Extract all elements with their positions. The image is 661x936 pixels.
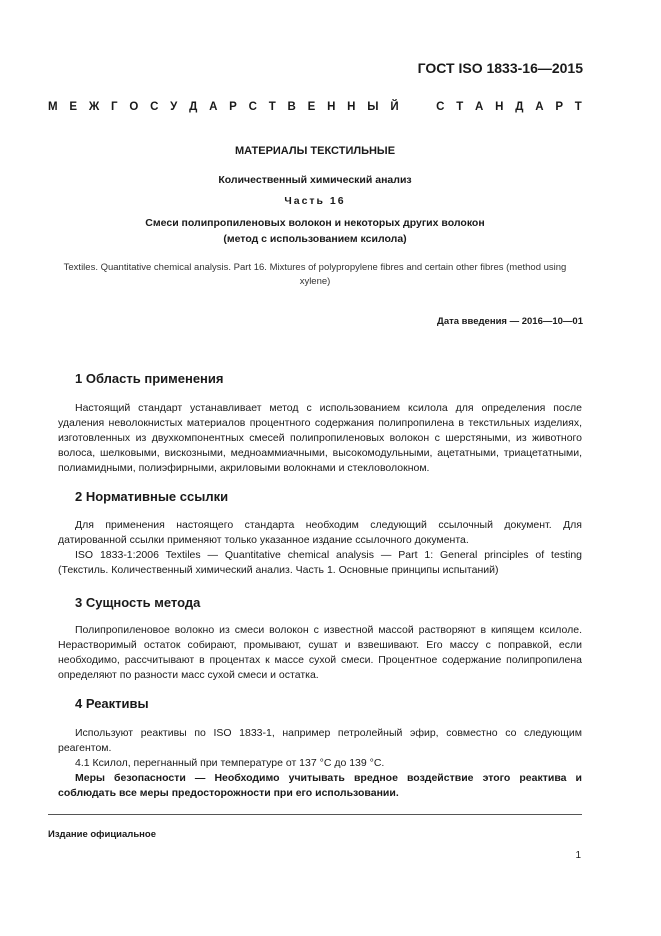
banner-letter: У	[170, 101, 178, 113]
reagent-item-xylene: 4.1 Ксилол, перегнанный при температуре от 137 °С до 139 °С.	[75, 757, 385, 769]
banner-letter: Н	[495, 101, 504, 113]
section-text-reagents: Используют реактивы по ISO 1833-1, например петролейный эфир, совместно со следующим реагентом.	[58, 727, 582, 754]
banner-letter: С	[150, 101, 159, 113]
banner-letter: О	[129, 101, 139, 113]
banner-letter: Р	[229, 101, 237, 113]
document-title-block	[48, 215, 582, 247]
banner-letter: А	[475, 101, 484, 113]
banner-letter: Д	[189, 101, 198, 113]
effective-date: Дата введения — 2016—10—01	[437, 316, 583, 327]
english-title: Textiles. Quantitative chemical analysis. Part 16. Mixtures of polypropylene fibres and certain other fibres (method using xylene)	[63, 262, 567, 287]
banner-letter: Г	[111, 101, 118, 113]
banner-letter: А	[209, 101, 218, 113]
banner-letter: С	[436, 101, 445, 113]
section-text-principle: Полипропиленовое волокно из смеси волокон с известной массой растворяют в кипящем ксилоле. Нерастворимый остаток собирают, промывают, сушат и взвешивают. Его массу с поправкой, если необходимо, рассчитывают в процентах к массе сухой смеси. Процентное содержание полипропилена определяют по разности масс сухой смеси и остатка.	[58, 624, 582, 681]
page-number: 1	[575, 850, 581, 861]
banner-letter: А	[535, 101, 544, 113]
section-text-scope: Настоящий стандарт устанавливает метод с использованием ксилола для определения после удаления неволокнистых материалов процентного содержания полипропилена в текстильных изделиях, изготовленных из двухкомпонентных смесей полипропиленовых волокон с шерстяными, из животного волоса, шелковыми, вискозными, медноаммиачными, высокомодульными, ацетатными, триацетатными, полиамидными, полиэфирными, акриловыми волокнами и стекловолокном.	[58, 402, 582, 474]
document-title-line: Смеси полипропиленовых волокон и некоторых других волокон	[145, 217, 485, 229]
banner-letter: Е	[69, 101, 78, 113]
normative-reference-item: ISO 1833-1:2006 Textiles — Quantitative chemical analysis — Part 1: General principles of testing (Текстиль. Количественный химический анализ. Часть 1. Основные принципы испытаний)	[58, 549, 582, 576]
document-subtitle: Количественный химический анализ	[218, 174, 412, 186]
document-title-line: (метод с использованием ксилола)	[223, 233, 407, 245]
section-heading-principle: 3 Сущность метода	[75, 595, 201, 610]
section-heading-normative-references: 2 Нормативные ссылки	[75, 489, 229, 504]
banner-letter: Т	[456, 101, 464, 113]
interstate-standard-banner	[48, 101, 582, 113]
banner-letter: Н	[327, 101, 336, 113]
banner-letter: Ж	[88, 101, 100, 113]
safety-warning: Меры безопасности — Необходимо учитывать вредное воздействие этого реактива и соблюдать все меры предосторожности при его использовании.	[58, 772, 582, 799]
banner-letter: Д	[515, 101, 524, 113]
banner-letter: Е	[307, 101, 316, 113]
document-main-title: МАТЕРИАЛЫ ТЕКСТИЛЬНЫЕ	[234, 145, 396, 157]
section-heading-reagents: 4 Реактивы	[75, 696, 149, 711]
banner-letter: С	[248, 101, 257, 113]
banner-letter: М	[48, 101, 58, 113]
banner-letter: Ы	[367, 101, 379, 113]
section-text-normative-references: Для применения настоящего стандарта необходим следующий ссылочный документ. Для датированной ссылки применяют только указанное издание ссылочного документа.	[58, 519, 582, 546]
document-part: Часть 16	[284, 195, 346, 207]
banner-letter: Н	[347, 101, 356, 113]
banner-letter: Р	[555, 101, 563, 113]
official-edition-label: Издание официальное	[48, 829, 156, 840]
banner-letter: В	[287, 101, 296, 113]
standard-code: ГОСТ ISO 1833-16—2015	[417, 60, 583, 76]
footer-divider	[48, 814, 582, 815]
section-heading-scope: 1 Область применения	[75, 371, 224, 386]
banner-letter: Т	[574, 101, 582, 113]
banner-gap	[410, 101, 424, 113]
banner-letter: Й	[390, 101, 399, 113]
banner-letter: Т	[268, 101, 276, 113]
